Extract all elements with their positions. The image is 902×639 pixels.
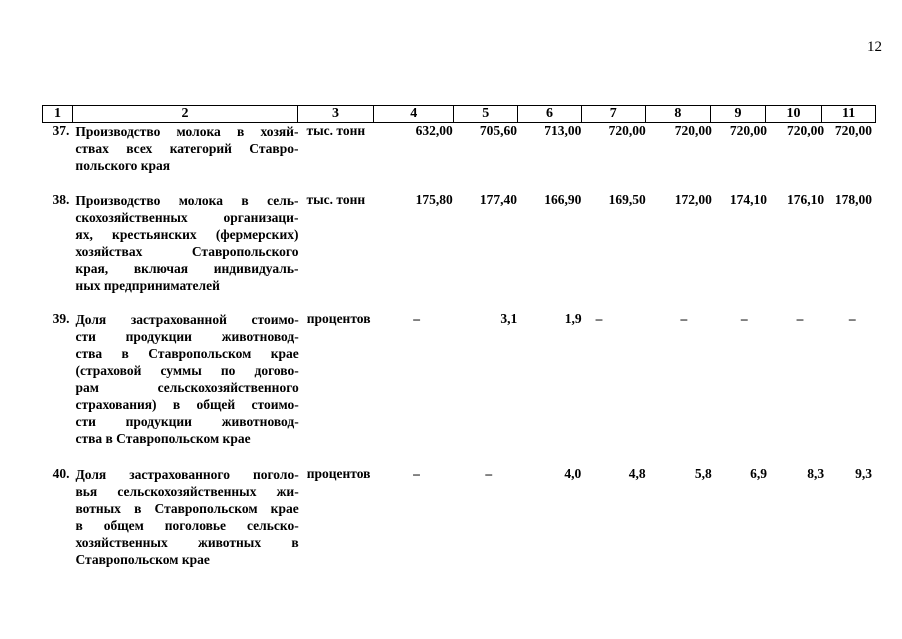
row-description: Производство молока в хозяй- ствах всех категорий Ставро- польского края	[75, 124, 299, 173]
value-col-11: 9,3	[855, 466, 873, 481]
value-col-8: –	[680, 311, 688, 326]
value-col-6: 713,00	[544, 123, 582, 138]
row-unit: процентов	[306, 311, 371, 326]
table-row	[42, 123, 876, 174]
value-col-6: 166,90	[544, 192, 582, 207]
page-number: 12	[867, 39, 882, 55]
value-col-8: 172,00	[674, 192, 712, 207]
table-row	[42, 466, 876, 568]
row-unit: процентов	[306, 466, 371, 481]
value-col-4: 632,00	[415, 123, 453, 138]
value-col-9: 6,9	[750, 466, 768, 481]
value-col-5: –	[485, 466, 493, 481]
value-col-5: 177,40	[479, 192, 518, 207]
value-col-6: 1,9	[564, 311, 582, 326]
value-col-10: 720,00	[786, 123, 825, 138]
value-col-8: 720,00	[674, 123, 712, 138]
header-col-6: 6	[518, 106, 582, 122]
value-col-7: 720,00	[608, 123, 646, 138]
header-col-10: 10	[766, 106, 822, 122]
value-col-4: –	[413, 466, 420, 481]
header-col-7: 7	[582, 106, 646, 122]
value-col-7: 4,8	[628, 466, 646, 481]
table-row	[42, 311, 876, 447]
value-col-5: 3,1	[500, 311, 518, 326]
value-col-9: 720,00	[729, 123, 768, 138]
row-number: 40.	[52, 466, 70, 481]
header-col-5: 5	[454, 106, 518, 122]
row-unit: тыс. тонн	[306, 192, 366, 207]
header-col-3: 3	[298, 106, 374, 122]
value-col-7: 169,50	[608, 192, 646, 207]
value-col-11: 178,00	[834, 192, 872, 207]
header-col-1: 1	[43, 106, 73, 122]
value-col-6: 4,0	[564, 466, 582, 481]
table-row	[42, 192, 876, 294]
row-number: 37.	[52, 123, 70, 138]
header-col-8: 8	[646, 106, 712, 122]
value-col-10: 176,10	[786, 192, 825, 207]
value-col-4: 175,80	[415, 192, 453, 207]
value-col-8: 5,8	[694, 466, 712, 481]
header-col-11: 11	[841, 106, 856, 121]
row-description: Производство молока в сель- скохозяйственных организаци- ях, крестьянских (фермерских) хозяйствах Ставропольского края, включая индивидуаль- ных предпринимателей	[75, 193, 299, 293]
row-description: Доля застрахованного поголо- вья сельскохозяйственных жи- вотных в Ставропольском крае в общем поголовье сельско- хозяйственных животных в Ставропольском крае	[75, 467, 299, 567]
value-col-11: –	[848, 311, 856, 326]
value-col-9: 174,10	[729, 192, 768, 207]
row-unit: тыс. тонн	[306, 123, 366, 138]
row-description: Доля застрахованной стоимо- сти продукции животновод- ства в Ставропольском крае (страховой суммы по догово- рам сельскохозяйственного страхования) в общей стоимо- сти продукции животновод- ства в Ставропольском крае	[75, 312, 299, 446]
header-col-9: 9	[711, 106, 766, 122]
value-col-11: 720,00	[834, 123, 872, 138]
value-col-4: –	[413, 311, 420, 326]
value-col-10: –	[796, 311, 804, 326]
header-col-4: 4	[374, 106, 454, 122]
row-number: 38.	[52, 192, 70, 207]
header-col-2: 2	[73, 106, 298, 122]
value-col-9: –	[740, 311, 748, 326]
row-number: 39.	[52, 311, 70, 326]
value-col-7: –	[595, 311, 603, 326]
value-col-10: 8,3	[807, 466, 825, 481]
value-col-5: 705,60	[479, 123, 518, 138]
table-header	[42, 105, 876, 123]
